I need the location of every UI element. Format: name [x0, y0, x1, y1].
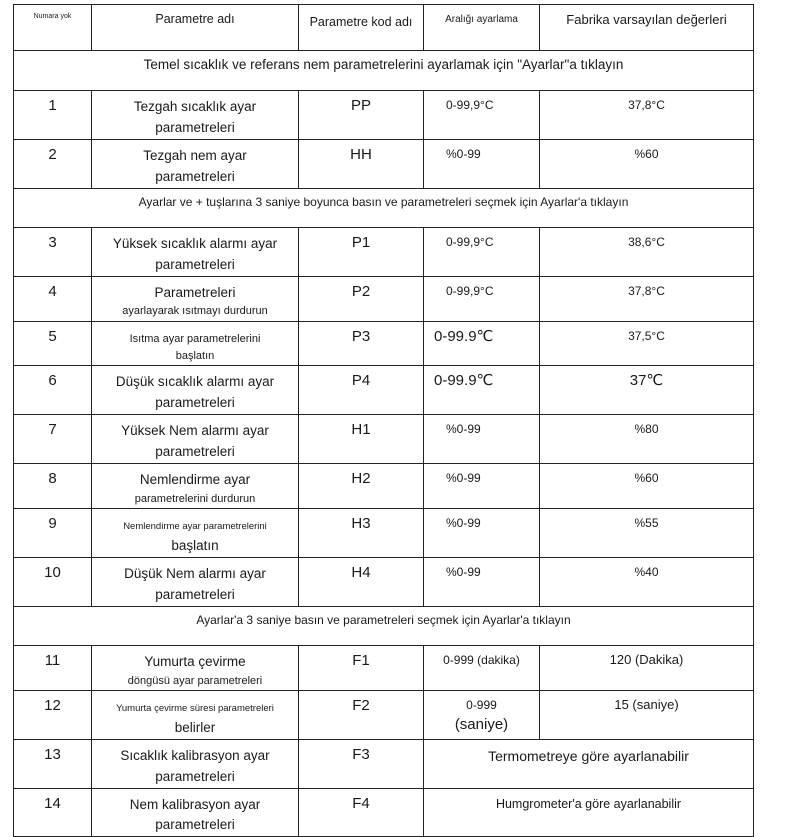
row-no: 14: [14, 788, 92, 837]
row-default: 37,5°C: [540, 321, 754, 366]
header-range: Aralığı ayarlama: [424, 5, 540, 51]
row-name: Isıtma ayar parametrelerini başlatın: [92, 321, 299, 366]
row-code: F1: [299, 645, 424, 690]
row-range: 0-999 (dakika): [424, 645, 540, 690]
header-row: [14, 5, 754, 51]
table-row: [14, 276, 754, 321]
row-name: Nem kalibrasyon ayar parametreleri: [92, 788, 299, 837]
row-code: H1: [299, 415, 424, 464]
header-default: Fabrika varsayılan değerleri: [540, 5, 754, 51]
row-no: 5: [14, 321, 92, 366]
row-no: 9: [14, 509, 92, 558]
row-no: 11: [14, 645, 92, 690]
table-row: [14, 739, 754, 788]
section-row: [14, 606, 754, 645]
table-row: [14, 321, 754, 366]
row-code: F4: [299, 788, 424, 837]
table-row: [14, 690, 754, 739]
section-title: Ayarlar ve + tuşlarına 3 saniye boyunca basın ve parametreleri seçmek için Ayarlar'a tıklayın: [14, 188, 754, 227]
row-default: 37,8°C: [540, 276, 754, 321]
header-no: Numara yok: [14, 5, 92, 51]
section-row: [14, 188, 754, 227]
row-range: 0-99.9℃: [424, 366, 540, 415]
row-default: %40: [540, 557, 754, 606]
row-range: %0-99: [424, 464, 540, 509]
row-name: Yüksek sıcaklık alarmı ayar parametreleri: [92, 227, 299, 276]
row-code: P4: [299, 366, 424, 415]
table-row: [14, 366, 754, 415]
row-name: Düşük sıcaklık alarmı ayar parametreleri: [92, 366, 299, 415]
row-no: 3: [14, 227, 92, 276]
header-code: Parametre kod adı: [299, 5, 424, 51]
row-default: 37,8°C: [540, 91, 754, 140]
row-code: H3: [299, 509, 424, 558]
table-row: [14, 509, 754, 558]
row-no: 1: [14, 91, 92, 140]
row-range: %0-99: [424, 139, 540, 188]
row-range: 0-99,9°C: [424, 276, 540, 321]
row-code: P1: [299, 227, 424, 276]
row-default: 120 (Dakika): [540, 645, 754, 690]
row-code: F3: [299, 739, 424, 788]
row-default: %55: [540, 509, 754, 558]
row-name: Yumurta çevirme süresi parametreleri belirler: [92, 690, 299, 739]
table-row: [14, 788, 754, 837]
section-row: [14, 51, 754, 91]
row-name: Nemlendirme ayar parametrelerini durdurun: [92, 464, 299, 509]
row-code: P3: [299, 321, 424, 366]
row-no: 8: [14, 464, 92, 509]
table-row: [14, 464, 754, 509]
row-default: 37℃: [540, 366, 754, 415]
row-range: %0-99: [424, 557, 540, 606]
row-default: 15 (saniye): [540, 690, 754, 739]
table-row: [14, 139, 754, 188]
row-name: Sıcaklık kalibrasyon ayar parametreleri: [92, 739, 299, 788]
row-range: 0-99,9°C: [424, 227, 540, 276]
row-range: %0-99: [424, 415, 540, 464]
row-name: Nemlendirme ayar parametrelerini başlatın: [92, 509, 299, 558]
row-no: 6: [14, 366, 92, 415]
row-merged-note: Termometreye göre ayarlanabilir: [424, 739, 754, 788]
row-no: 13: [14, 739, 92, 788]
row-merged-note: Humgrometer'a göre ayarlanabilir: [424, 788, 754, 837]
row-range: %0-99: [424, 509, 540, 558]
row-code: H4: [299, 557, 424, 606]
row-default: %60: [540, 464, 754, 509]
row-name: Yüksek Nem alarmı ayar parametreleri: [92, 415, 299, 464]
row-code: PP: [299, 91, 424, 140]
row-name: Yumurta çevirme döngüsü ayar parametreleri: [92, 645, 299, 690]
row-code: F2: [299, 690, 424, 739]
row-no: 7: [14, 415, 92, 464]
row-range: 0-99.9℃: [424, 321, 540, 366]
row-range: 0-999 (saniye): [424, 690, 540, 739]
table-row: [14, 645, 754, 690]
section-title: Ayarlar'a 3 saniye basın ve parametreleri seçmek için Ayarlar'a tıklayın: [14, 606, 754, 645]
row-code: P2: [299, 276, 424, 321]
table-row: [14, 91, 754, 140]
header-name: Parametre adı: [92, 5, 299, 51]
section-title: Temel sıcaklık ve referans nem parametrelerini ayarlamak için "Ayarlar"a tıklayın: [14, 51, 754, 91]
table-row: [14, 557, 754, 606]
row-default: %80: [540, 415, 754, 464]
row-name: Düşük Nem alarmı ayar parametreleri: [92, 557, 299, 606]
table-row: [14, 415, 754, 464]
row-no: 4: [14, 276, 92, 321]
row-code: HH: [299, 139, 424, 188]
table-row: [14, 227, 754, 276]
row-no: 2: [14, 139, 92, 188]
row-no: 10: [14, 557, 92, 606]
row-no: 12: [14, 690, 92, 739]
parameter-table: [13, 4, 754, 837]
row-range: 0-99,9°C: [424, 91, 540, 140]
row-code: H2: [299, 464, 424, 509]
row-name: Tezgah nem ayar parametreleri: [92, 139, 299, 188]
row-default: %60: [540, 139, 754, 188]
row-name: Parametreleri ayarlayarak ısıtmayı durdurun: [92, 276, 299, 321]
row-default: 38,6°C: [540, 227, 754, 276]
row-name: Tezgah sıcaklık ayar parametreleri: [92, 91, 299, 140]
